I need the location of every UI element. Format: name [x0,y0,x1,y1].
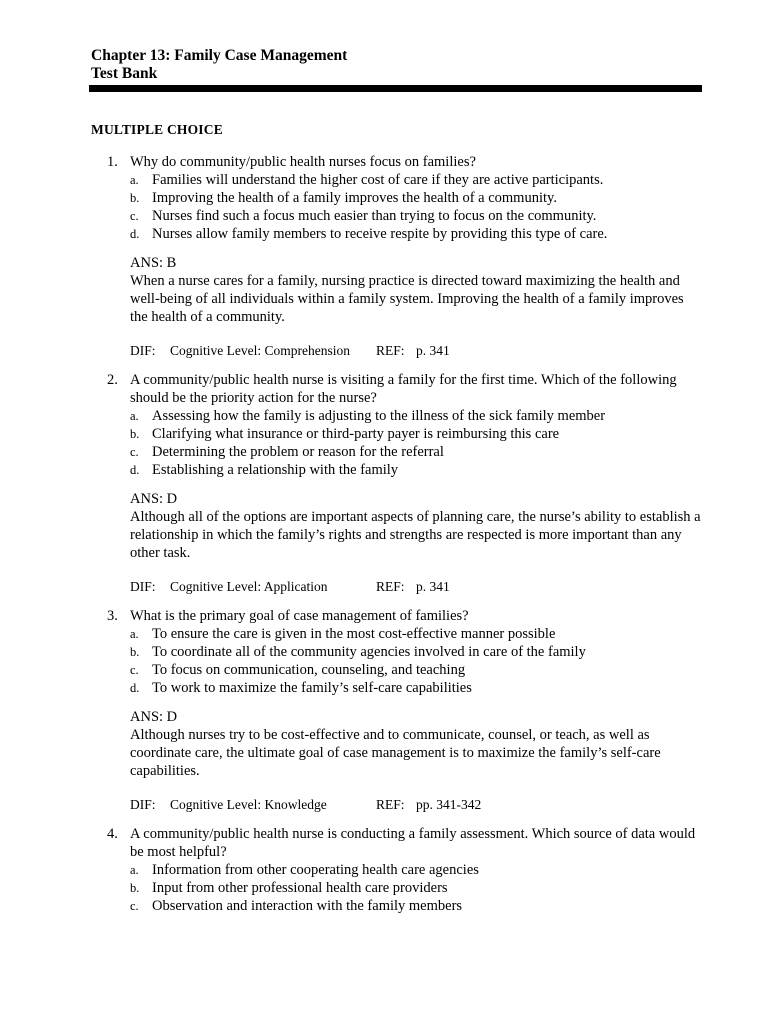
option-text: Improving the health of a family improves the health of a community. [152,190,557,206]
option-b [91,189,703,207]
rationale: When a nurse cares for a family, nursing practice is directed toward maximizing the health and well-being of all individuals within a family system. Improving the health of a family improves the health of a community. [130,273,684,325]
option-text: Nurses allow family members to receive respite by providing this type of care. [152,226,608,242]
chapter-title: Chapter 13: Family Case Management [91,47,348,64]
test-bank-label: Test Bank [91,65,158,82]
header-rule [89,85,702,92]
option-letter: d. [130,681,140,695]
question-number: 2. [107,372,118,388]
option-text: Observation and interaction with the family members [152,898,463,914]
question-2 [91,371,703,596]
option-letter: d. [130,463,140,477]
option-letter: a. [130,173,139,187]
option-letter: c. [130,209,139,223]
option-a [91,861,703,879]
rationale: Although all of the options are important aspects of planning care, the nurse’s ability to establish a relationship in which the family’s rights and strengths are respected is more important than any other task. [130,509,701,561]
document-header [91,47,703,83]
option-text: Determining the problem or reason for the referral [152,444,444,460]
option-letter: d. [130,227,140,241]
question-stem [91,607,703,625]
question-number: 4. [107,826,118,842]
question-number: 1. [107,154,118,170]
ref-label: REF: [376,343,405,358]
option-a [91,407,703,425]
option-b [91,643,703,661]
option-c [91,661,703,679]
dif-label: DIF: [130,797,156,812]
option-text: Establishing a relationship with the family [152,462,399,478]
option-letter: c. [130,899,139,913]
option-c [91,897,703,915]
option-text: Information from other cooperating health care agencies [152,862,479,878]
option-a [91,171,703,189]
question-stem [91,825,703,861]
answer-key: ANS: B [130,255,177,271]
dif-label: DIF: [130,579,156,594]
option-b [91,879,703,897]
question-stem [91,153,703,171]
dif-label: DIF: [130,343,156,358]
option-a [91,625,703,643]
ref-page: pp. 341-342 [416,797,482,812]
option-letter: b. [130,645,140,659]
option-text: Families will understand the higher cost of care if they are active participants. [152,172,604,188]
option-text: To coordinate all of the community agencies involved in care of the family [152,644,586,660]
answer-key: ANS: D [130,491,178,507]
option-text: Clarifying what insurance or third-party payer is reimbursing this care [152,426,560,442]
option-letter: b. [130,881,140,895]
option-letter: c. [130,663,139,677]
option-d [91,225,703,243]
question-text: What is the primary goal of case management of families? [130,608,469,624]
question-1 [91,153,703,360]
question-metadata [91,578,703,596]
cognitive-level: Cognitive Level: Comprehension [170,343,350,358]
option-letter: b. [130,427,140,441]
option-text: To ensure the care is given in the most cost-effective manner possible [152,626,556,642]
question-4 [91,825,703,915]
ref-page: p. 341 [416,343,450,358]
option-c [91,207,703,225]
option-text: To work to maximize the family’s self-care capabilities [152,680,472,696]
option-letter: a. [130,409,139,423]
option-text: Assessing how the family is adjusting to the illness of the sick family member [152,408,606,424]
ref-page: p. 341 [416,579,450,594]
question-number: 3. [107,608,118,624]
question-3 [91,607,703,814]
question-text: A community/public health nurse is conducting a family assessment. Which source of data would be most helpful? [130,826,696,860]
answer-key: ANS: D [130,709,178,725]
option-letter: b. [130,191,140,205]
ref-label: REF: [376,797,405,812]
option-letter: a. [130,627,139,641]
question-metadata [91,796,703,814]
ref-label: REF: [376,579,405,594]
option-b [91,425,703,443]
option-letter: c. [130,445,139,459]
option-text: To focus on communication, counseling, and teaching [152,662,466,678]
option-d [91,461,703,479]
option-c [91,443,703,461]
question-metadata [91,342,703,360]
question-stem [91,371,703,407]
cognitive-level: Cognitive Level: Application [170,579,328,594]
cognitive-level: Cognitive Level: Knowledge [170,797,327,812]
option-text: Nurses find such a focus much easier than trying to focus on the community. [152,208,597,224]
section-title: MULTIPLE CHOICE [91,122,223,137]
question-text: Why do community/public health nurses focus on families? [130,154,476,170]
rationale: Although nurses try to be cost-effective and to communicate, counsel, or teach, as well as coordinate care, the ultimate goal of case management is to maximize the family’s self-care capabilities. [130,727,661,779]
question-text: A community/public health nurse is visiting a family for the first time. Which of the following should be the priority action for the nurse? [130,372,677,406]
option-text: Input from other professional health care providers [152,880,448,896]
option-d [91,679,703,697]
option-letter: a. [130,863,139,877]
